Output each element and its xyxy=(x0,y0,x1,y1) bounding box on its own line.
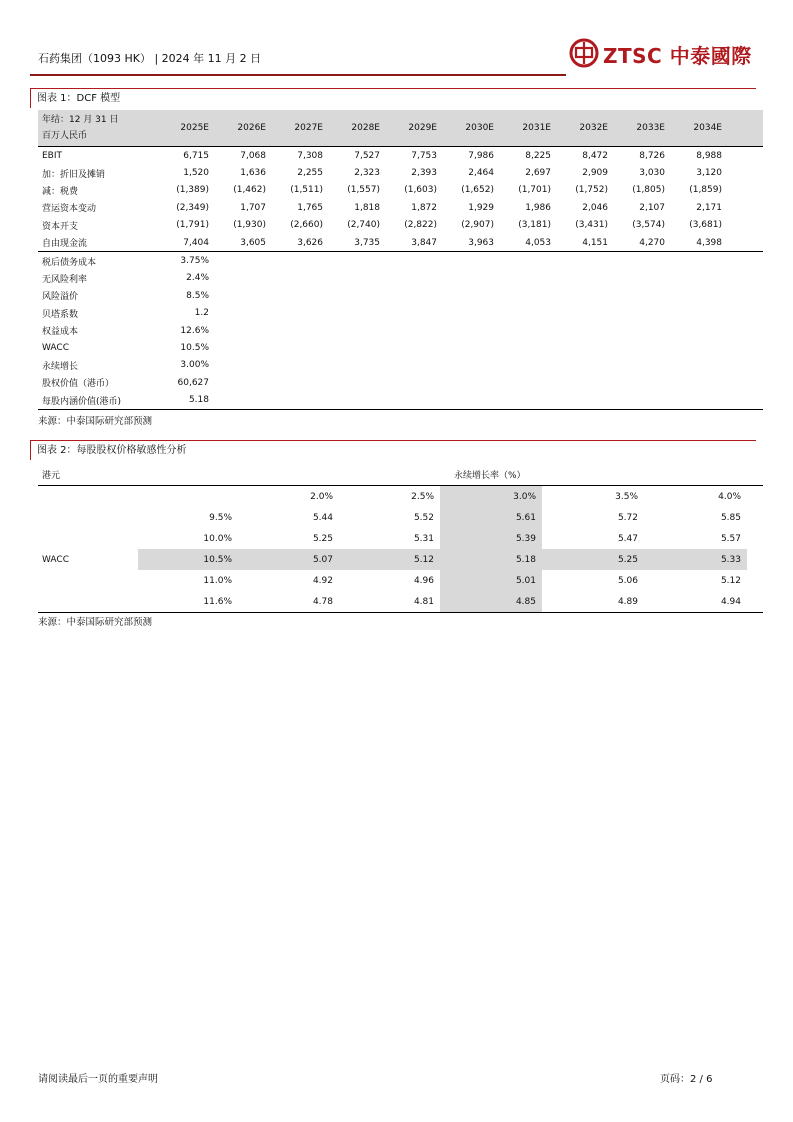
dcf-cell: 1,520 xyxy=(183,168,209,179)
assumption-value: 5.18 xyxy=(159,391,215,409)
figure-1-source: 来源：中泰国际研究部预测 xyxy=(38,416,153,427)
dcf-cell: (1,462) xyxy=(233,185,266,196)
dcf-cell: 1,986 xyxy=(525,202,551,213)
dcf-cell: (1,389) xyxy=(176,185,209,196)
growth-header: 3.0% xyxy=(440,486,542,508)
sensitivity-cell: 5.47 xyxy=(617,533,638,544)
wacc-value: 11.6% xyxy=(138,591,238,613)
dcf-cell: 2,171 xyxy=(696,202,722,213)
assumption-label: 权益成本 xyxy=(42,327,79,338)
year-header: 2032E xyxy=(557,110,614,147)
sensitivity-cell: 5.12 xyxy=(339,549,440,570)
growth-header: 2.5% xyxy=(411,491,434,502)
assumption-value: 10.5% xyxy=(180,342,209,353)
assumption-label: WACC xyxy=(42,342,69,353)
assumption-value: 8.5% xyxy=(186,290,209,301)
dcf-row-label: 资本开支 xyxy=(42,221,79,232)
dcf-cell: 8,726 xyxy=(639,150,665,161)
dcf-cell: 1,765 xyxy=(297,202,323,213)
report-header: 石药集团（1093 HK） | 2024 年 11 月 2 日 xyxy=(38,52,262,65)
sensitivity-cell: 5.06 xyxy=(617,575,638,586)
wacc-value: 9.5% xyxy=(209,512,232,523)
assumption-row xyxy=(38,374,763,391)
year-end-label: 年结：12 月 31 日 xyxy=(42,115,119,125)
year-header: 2034E xyxy=(671,110,728,147)
sensitivity-cell: 4.89 xyxy=(542,591,644,613)
dcf-row xyxy=(38,147,763,165)
assumption-value: 3.00% xyxy=(180,360,209,371)
dcf-table xyxy=(38,110,763,410)
logo-wordmark: ZTSC 中泰國際 xyxy=(603,44,752,68)
dcf-cell: 3,963 xyxy=(443,234,500,252)
wacc-value: 10.0% xyxy=(203,533,232,544)
sensitivity-cell: 5.01 xyxy=(440,570,542,591)
unit-label: 百万人民币 xyxy=(42,131,88,141)
dcf-header-label xyxy=(38,110,159,147)
header-rule xyxy=(30,74,566,76)
sensitivity-row xyxy=(38,549,763,570)
dcf-row-label: EBIT xyxy=(42,150,63,161)
dcf-cell: 2,107 xyxy=(639,202,665,213)
dcf-row-label: 加：折旧及摊销 xyxy=(42,169,106,180)
dcf-row xyxy=(38,199,763,216)
dcf-cell: (2,907) xyxy=(461,220,494,231)
dcf-cell: (1,752) xyxy=(575,185,608,196)
dcf-cell: (1,791) xyxy=(176,220,209,231)
dcf-cell: (2,740) xyxy=(347,220,380,231)
sensitivity-table xyxy=(38,464,763,613)
sensitivity-cell: 5.25 xyxy=(542,549,644,570)
sensitivity-cell: 5.44 xyxy=(312,512,333,523)
year-header: 2026E xyxy=(215,110,272,147)
dcf-cell: 1,818 xyxy=(354,202,380,213)
dcf-header-row xyxy=(38,110,763,147)
dcf-cell: (1,930) xyxy=(233,220,266,231)
dcf-row xyxy=(38,164,763,181)
sensitivity-cell: 5.07 xyxy=(238,549,339,570)
dcf-cell: (3,181) xyxy=(518,220,551,231)
growth-header: 3.5% xyxy=(615,491,638,502)
dcf-cell: 2,909 xyxy=(582,168,608,179)
dcf-cell: 7,068 xyxy=(240,150,266,161)
dcf-cell: 7,986 xyxy=(468,150,494,161)
sensitivity-cell: 4.96 xyxy=(413,575,434,586)
sensitivity-cell: 5.39 xyxy=(440,528,542,549)
assumption-value: 3.75% xyxy=(180,256,209,267)
dcf-row-label: 营运资本变动 xyxy=(42,204,97,215)
currency-label: 港元 xyxy=(38,464,138,486)
dcf-cell: 2,464 xyxy=(468,168,494,179)
sensitivity-cell: 5.33 xyxy=(644,549,747,570)
dcf-cell: 3,735 xyxy=(329,234,386,252)
figure-2-title: 图表 2：每股股权价格敏感性分析 xyxy=(30,440,756,460)
assumption-label: 股权价值（港币） xyxy=(42,379,115,390)
dcf-cell: (1,805) xyxy=(632,185,665,196)
assumption-row xyxy=(38,252,763,270)
dcf-cell: 1,929 xyxy=(468,202,494,213)
dcf-cell: 6,715 xyxy=(183,150,209,161)
assumption-label: 每股内涵价值(港币) xyxy=(38,391,159,409)
dcf-cell: 8,225 xyxy=(525,150,551,161)
assumption-row xyxy=(38,270,763,287)
dcf-cell: (3,431) xyxy=(575,220,608,231)
dcf-cell: 4,398 xyxy=(671,234,728,252)
year-header: 2027E xyxy=(272,110,329,147)
sensitivity-cell: 5.25 xyxy=(312,533,333,544)
dcf-cell: 3,847 xyxy=(386,234,443,252)
dcf-cell: (2,822) xyxy=(404,220,437,231)
sensitivity-cell: 5.72 xyxy=(617,512,638,523)
year-header: 2029E xyxy=(386,110,443,147)
dcf-cell: (1,859) xyxy=(689,185,722,196)
sensitivity-cell: 5.52 xyxy=(413,512,434,523)
figure-1-title: 图表 1：DCF 模型 xyxy=(30,88,756,108)
sensitivity-cell: 4.81 xyxy=(339,591,440,613)
dcf-cell: 4,270 xyxy=(614,234,671,252)
growth-header: 4.0% xyxy=(718,491,741,502)
dcf-cell: 2,393 xyxy=(411,168,437,179)
dcf-cell: 1,707 xyxy=(240,202,266,213)
dcf-cell: (2,660) xyxy=(290,220,323,231)
dcf-cell: (1,511) xyxy=(290,185,323,196)
sensitivity-cell: 4.92 xyxy=(312,575,333,586)
assumption-row xyxy=(38,287,763,304)
growth-header: 2.0% xyxy=(310,491,333,502)
dcf-cell: (1,652) xyxy=(461,185,494,196)
sensitivity-cell: 4.94 xyxy=(644,591,747,613)
sensitivity-row xyxy=(38,507,763,528)
assumption-label: 税后债务成本 xyxy=(42,257,97,268)
wacc-value: 11.0% xyxy=(203,575,232,586)
sensitivity-cell: 4.85 xyxy=(440,591,542,613)
dcf-cell: 4,151 xyxy=(557,234,614,252)
dcf-cell: 2,697 xyxy=(525,168,551,179)
sensitivity-cell: 5.61 xyxy=(440,507,542,528)
year-header: 2033E xyxy=(614,110,671,147)
year-header: 2028E xyxy=(329,110,386,147)
dcf-row xyxy=(38,217,763,234)
dcf-cell: 3,030 xyxy=(639,168,665,179)
year-header: 2030E xyxy=(443,110,500,147)
dcf-cell: 8,988 xyxy=(696,150,722,161)
dcf-cell: 3,626 xyxy=(272,234,329,252)
ztsc-logo xyxy=(567,36,752,70)
assumption-label: 无风险利率 xyxy=(42,274,88,285)
sensitivity-title-row xyxy=(38,464,763,486)
sensitivity-cell: 4.78 xyxy=(238,591,339,613)
dcf-cell: 7,308 xyxy=(297,150,323,161)
assumption-value: 60,627 xyxy=(177,377,209,388)
assumption-label: 贝塔系数 xyxy=(42,309,79,320)
disclaimer-note: 请阅读最后一页的重要声明 xyxy=(38,1074,158,1085)
dcf-cell: 8,472 xyxy=(582,150,608,161)
dcf-cell: (3,681) xyxy=(689,220,722,231)
dcf-cell: (1,701) xyxy=(518,185,551,196)
sensitivity-cell: 5.12 xyxy=(720,575,741,586)
dcf-cell: 3,120 xyxy=(696,168,722,179)
sensitivity-cell: 5.57 xyxy=(720,533,741,544)
dcf-cell: 1,636 xyxy=(240,168,266,179)
dcf-cell: 7,753 xyxy=(411,150,437,161)
dcf-cell: (3,574) xyxy=(632,220,665,231)
dcf-cell: 1,872 xyxy=(411,202,437,213)
assumption-value: 12.6% xyxy=(180,325,209,336)
sensitivity-cell: 5.31 xyxy=(413,533,434,544)
assumption-label: 风险溢价 xyxy=(42,292,79,303)
assumption-row xyxy=(38,391,763,409)
growth-header-row xyxy=(38,486,763,508)
dcf-row xyxy=(38,182,763,199)
dcf-cell: 2,255 xyxy=(297,168,323,179)
sensitivity-cell: 5.85 xyxy=(720,512,741,523)
assumption-value: 2.4% xyxy=(186,273,209,284)
sensitivity-row xyxy=(38,591,763,613)
wacc-value: 10.5% xyxy=(138,549,238,570)
dcf-row-label: 自由现金流 xyxy=(38,234,159,252)
wacc-axis-label: WACC xyxy=(42,554,69,565)
dcf-cell: 3,605 xyxy=(215,234,272,252)
year-header: 2031E xyxy=(500,110,557,147)
sensitivity-row xyxy=(38,528,763,549)
dcf-cell: (1,557) xyxy=(347,185,380,196)
assumption-label: 永续增长 xyxy=(42,361,79,372)
assumption-row xyxy=(38,322,763,339)
dcf-cell: (2,349) xyxy=(176,202,209,213)
page-number: 页码：2 / 6 xyxy=(660,1074,713,1085)
figure-2-source: 来源：中泰国际研究部预测 xyxy=(38,617,153,628)
dcf-cell: 7,404 xyxy=(159,234,215,252)
assumption-value: 1.2 xyxy=(194,308,209,319)
dcf-row-label: 减：税费 xyxy=(42,186,79,197)
dcf-cell: 2,323 xyxy=(354,168,380,179)
dcf-cell: 4,053 xyxy=(500,234,557,252)
sensitivity-cell: 5.18 xyxy=(440,549,542,570)
dcf-cell: (1,603) xyxy=(404,185,437,196)
year-header: 2025E xyxy=(159,110,215,147)
dcf-cell: 7,527 xyxy=(354,150,380,161)
dcf-cell: 2,046 xyxy=(582,202,608,213)
assumption-row xyxy=(38,357,763,374)
ztsc-emblem-icon xyxy=(569,38,599,68)
sensitivity-row xyxy=(38,570,763,591)
assumption-row xyxy=(38,339,763,356)
assumption-row xyxy=(38,305,763,322)
growth-axis-label: 永续增长率（%） xyxy=(440,464,644,486)
dcf-row xyxy=(38,234,763,252)
